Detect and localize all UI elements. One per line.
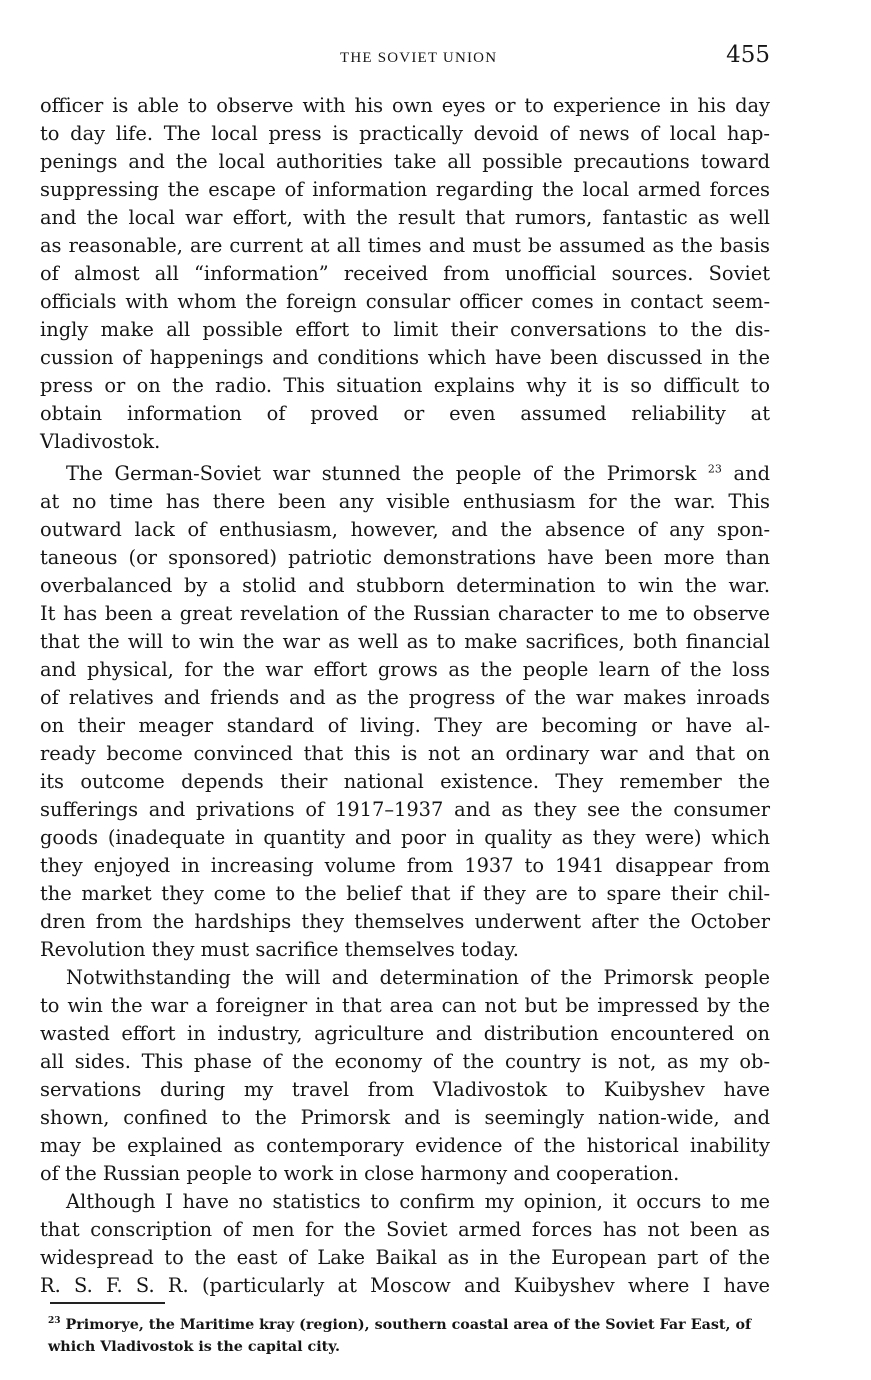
footnote-reference: 23 bbox=[707, 462, 722, 476]
text-line: It has been a great revelation of the Russian character to me to observe bbox=[40, 602, 770, 625]
text-line: as reasonable, are current at all times and must be assumed as the basis bbox=[40, 234, 770, 257]
text-line: all sides. This phase of the economy of the country is not, as my ob- bbox=[40, 1050, 770, 1073]
text-line: R. S. F. S. R. (particularly at Moscow and Kuibyshev where I have bbox=[40, 1274, 770, 1297]
text-line: Vladivostok. bbox=[40, 430, 161, 453]
text-line: on their meager standard of living. They are becoming or have al- bbox=[40, 714, 770, 737]
footnote bbox=[48, 1310, 775, 1358]
text-line: shown, confined to the Primorsk and is seemingly nation-wide, and bbox=[40, 1106, 770, 1129]
text-line: that conscription of men for the Soviet armed forces has not been as bbox=[40, 1218, 770, 1241]
text-line: press or on the radio. This situation explains why it is so difficult to bbox=[40, 374, 770, 397]
text-line: obtain information of proved or even assumed reliability at bbox=[40, 402, 770, 425]
text-line: of almost all “information” received from unofficial sources. Soviet bbox=[40, 262, 770, 285]
running-head: THE SOVIET UNION bbox=[340, 50, 498, 66]
text-line: suppressing the escape of information regarding the local armed forces bbox=[40, 178, 770, 201]
text-line: outward lack of enthusiasm, however, and the absence of any spon- bbox=[40, 518, 770, 541]
text-line: goods (inadequate in quantity and poor in quality as they were) which bbox=[40, 826, 770, 849]
text-line: ready become convinced that this is not an ordinary war and that on bbox=[40, 742, 770, 765]
text-line: cussion of happenings and conditions which have been discussed in the bbox=[40, 346, 770, 369]
text-line: taneous (or sponsored) patriotic demonstrations have been more than bbox=[40, 546, 770, 569]
text-line: ingly make all possible effort to limit their conversations to the dis- bbox=[40, 318, 770, 341]
text-line: at no time has there been any visible enthusiasm for the war. This bbox=[40, 490, 770, 513]
text-fragment: The German-Soviet war stunned the people of the Primorsk bbox=[66, 462, 697, 485]
text-line: the market they come to the belief that if they are to spare their chil- bbox=[40, 882, 770, 905]
text-line: that the will to win the war as well as to make sacrifices, both financial bbox=[40, 630, 770, 653]
text-line: servations during my travel from Vladivostok to Kuibyshev have bbox=[40, 1078, 770, 1101]
text-line: officer is able to observe with his own eyes or to experience in his day bbox=[40, 94, 770, 117]
text-line: Revolution they must sacrifice themselves today. bbox=[40, 938, 519, 961]
text-line: to day life. The local press is practically devoid of news of local hap- bbox=[40, 122, 770, 145]
text-line: officials with whom the foreign consular officer comes in contact seem- bbox=[40, 290, 770, 313]
page-header bbox=[40, 42, 770, 78]
text-line: Although I have no statistics to confirm my opinion, it occurs to me bbox=[66, 1190, 770, 1213]
text-line: its outcome depends their national existence. They remember the bbox=[40, 770, 770, 793]
footnote-text: Primorye, the Maritime kray (region), southern coastal area of the Soviet Far East, of which Vladivostok is the capital city. bbox=[48, 1316, 752, 1355]
text-line: penings and the local authorities take all possible precautions toward bbox=[40, 150, 770, 173]
body-text bbox=[40, 92, 770, 1300]
text-line: widespread to the east of Lake Baikal as in the European part of the bbox=[40, 1246, 770, 1269]
text-line: Notwithstanding the will and determination of the Primorsk people bbox=[66, 966, 770, 989]
text-fragment: and bbox=[721, 462, 770, 485]
footnote-divider bbox=[50, 1302, 165, 1304]
text-line: to win the war a foreigner in that area can not but be impressed by the bbox=[40, 994, 770, 1017]
text-line: and the local war effort, with the result that rumors, fantastic as well bbox=[40, 206, 770, 229]
text-line: they enjoyed in increasing volume from 1937 to 1941 disappear from bbox=[40, 854, 770, 877]
text-line: may be explained as contemporary evidence of the historical inability bbox=[40, 1134, 770, 1157]
page-number: 455 bbox=[726, 42, 770, 68]
text-line: overbalanced by a stolid and stubborn determination to win the war. bbox=[40, 574, 770, 597]
text-line: of the Russian people to work in close harmony and cooperation. bbox=[40, 1162, 680, 1185]
footnote-mark: 23 bbox=[48, 1316, 61, 1326]
text-line: sufferings and privations of 1917–1937 and as they see the consumer bbox=[40, 798, 770, 821]
text-line: dren from the hardships they themselves underwent after the October bbox=[40, 910, 770, 933]
text-line bbox=[40, 460, 770, 488]
text-line: wasted effort in industry, agriculture and distribution encountered on bbox=[40, 1022, 770, 1045]
text-line: of relatives and friends and as the progress of the war makes inroads bbox=[40, 686, 770, 709]
text-line: and physical, for the war effort grows as the people learn of the loss bbox=[40, 658, 770, 681]
